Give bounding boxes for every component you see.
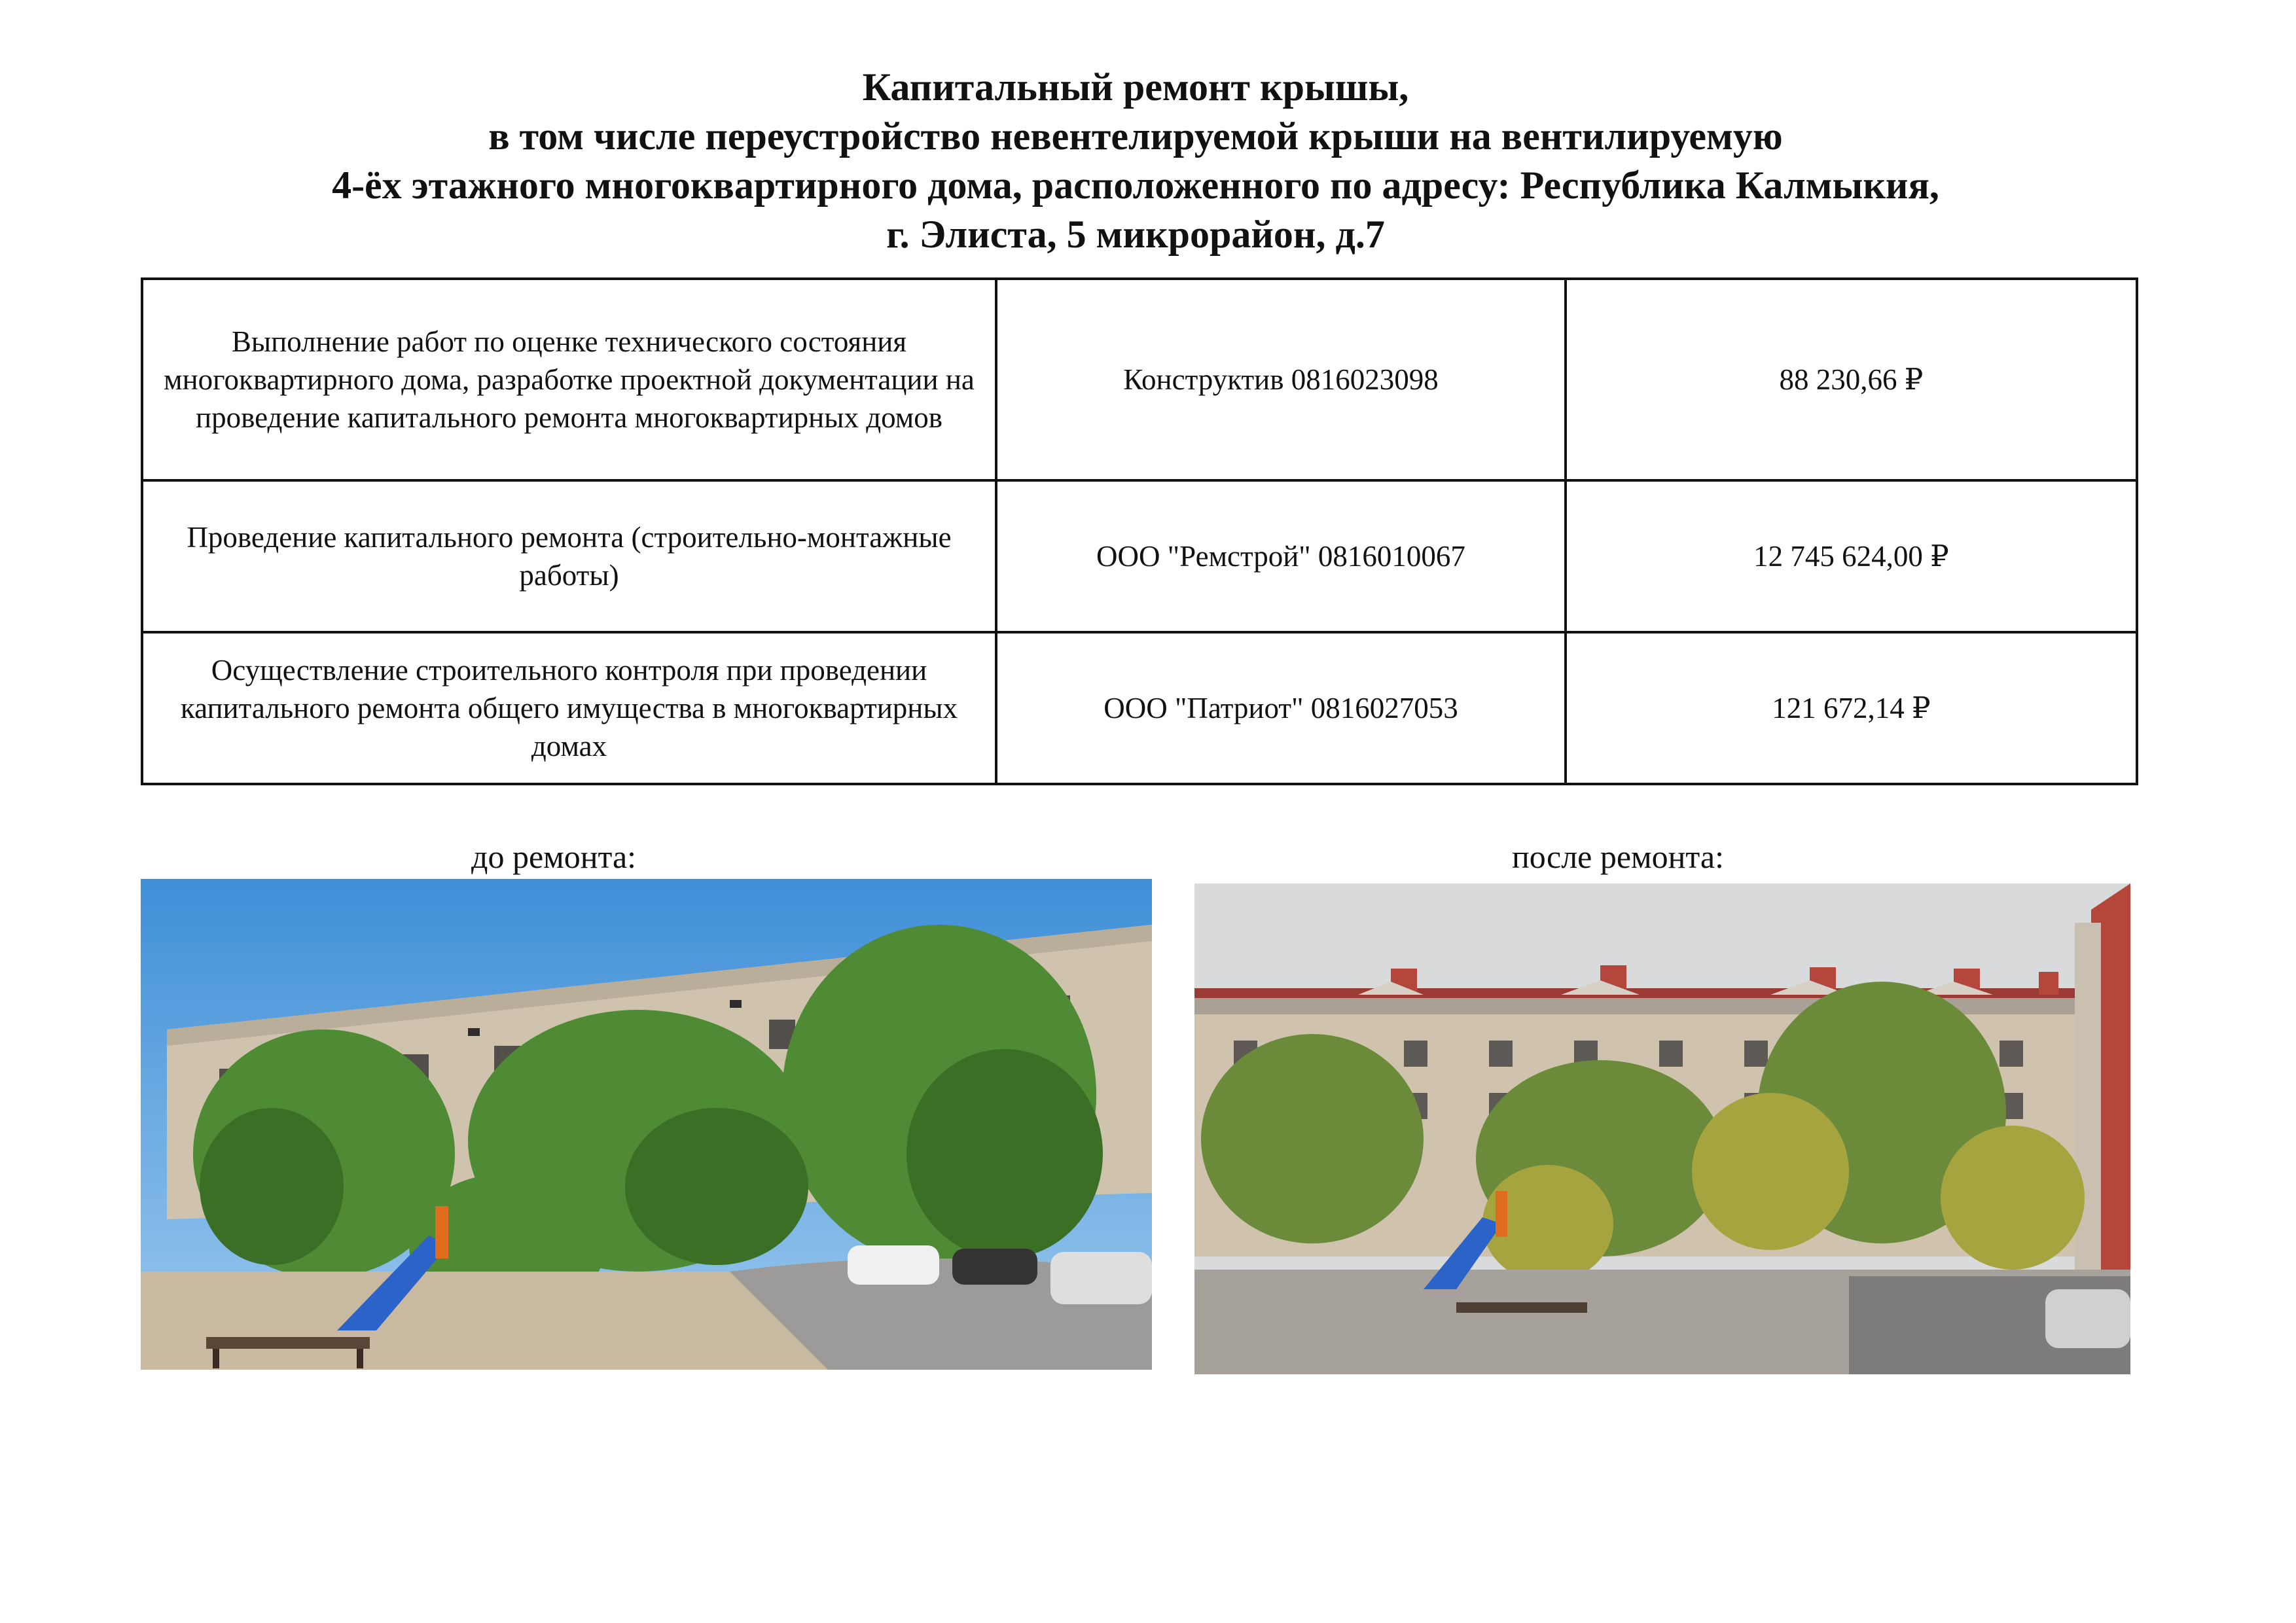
after-repair-photo-illustration [1194,883,2130,1374]
contractor: Конструктив 0816023098 [996,279,1566,480]
amount: 12 745 624,00 ₽ [1566,480,2137,632]
amount: 121 672,14 ₽ [1566,632,2137,784]
title-line-1: Капитальный ремонт крышы, [862,65,1409,109]
contractor: ООО "Ремстрой" 0816010067 [996,480,1566,632]
after-repair-caption: после ремонта: [1512,838,1724,875]
work-description: Выполнение работ по оценке технического состояния многоквартирного дома, разработке проектной документации на проведение капитального ремонта многоквартирных домов [142,279,996,480]
title-line-4: г. Элиста, 5 микрорайон, д.7 [886,213,1385,256]
works-table [141,277,2138,785]
work-description: Осуществление строительного контроля при проведении капитального ремонта общего имущества в многоквартирных домах [142,632,996,784]
work-description: Проведение капитального ремонта (строительно-монтажные работы) [142,480,996,632]
document-title [131,63,2140,259]
table-row [142,632,2137,784]
title-line-2: в том числе переустройство невентелируемой крыши на вентилируемую [488,115,1783,158]
after-repair-photo [1194,883,2130,1374]
before-repair-caption: до ремонта: [471,838,637,875]
contractor: ООО "Патриот" 0816027053 [996,632,1566,784]
title-line-3: 4-ёх этажного многоквартирного дома, расположенного по адресу: Республика Калмыкия, [332,164,1939,207]
amount: 88 230,66 ₽ [1566,279,2137,480]
table-row [142,279,2137,480]
before-repair-photo-illustration [141,879,1152,1370]
table-row [142,480,2137,632]
before-repair-photo [141,879,1152,1370]
